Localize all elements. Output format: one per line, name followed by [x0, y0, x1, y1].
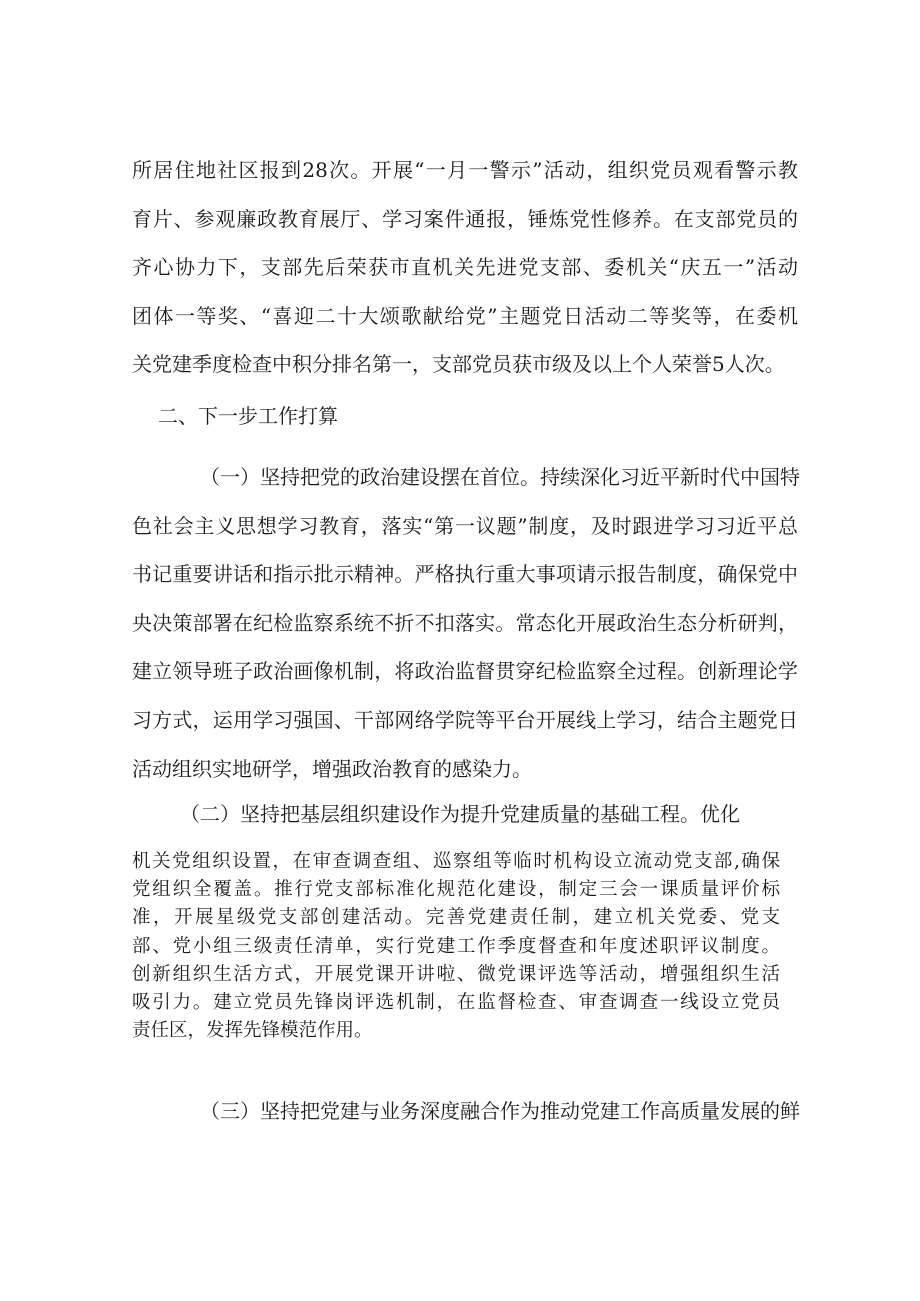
section-title: 二、下一步工作打算 [158, 404, 338, 428]
text-line: （一）坚持把党的政治建设摆在首位。持续深化习近平新时代中国特 [200, 465, 800, 489]
paragraph-achievements [132, 146, 798, 389]
text-line: 书记重要讲话和指示批示精神。严格执行重大事项请示报告制度，确保党中 [132, 562, 798, 587]
text-line: 部、党小组三级责任清单，实行党建工作季度督查和年度述职评议制度。 [132, 935, 780, 957]
text-line: 创新组织生活方式，开展党课开讲啦、微党课评选等活动，增强组织生活 [132, 963, 780, 985]
text-line: 关党建季度检查中积分排名第一，支部党员获市级及以上个人荣誉5人次。 [132, 352, 785, 377]
paragraph-integration-first-line [200, 1097, 866, 1125]
text-line: 色社会主义思想学习教育，落实“第一议题”制度，及时跟进学习习近平总 [132, 513, 798, 538]
text-line: 习方式，运用学习强国、干部网络学院等平台开展线上学习，结合主题党日 [132, 707, 798, 732]
paragraph-political-building [132, 453, 798, 793]
text-line: 准，开展星级党支部创建活动。完善党建责任制，建立机关党委、党支 [132, 907, 780, 929]
text-line: 央决策部署在纪检监察系统不折不扣落实。常态化开展政治生态分析研判， [132, 610, 798, 635]
paragraph-organization [132, 848, 780, 1045]
text-line: 所居住地社区报到28次。开展“一月一警示”活动，组织党员观看警示教 [132, 158, 798, 182]
text-line: （二）坚持把基层组织建设作为提升党建质量的基础工程。优化 [180, 802, 740, 826]
section-heading [158, 402, 824, 430]
paragraph-organization-first-line [180, 800, 846, 828]
text-line: 机关党组织设置，在审查调查组、巡察组等临时机构设立流动党支部,确保 [132, 851, 780, 872]
text-line: 建立领导班子政治画像机制，将政治监督贯穿纪检监察全过程。创新理论学 [132, 659, 798, 684]
text-line: 齐心协力下，支部先后荣获市直机关先进党支部、委机关“庆五一”活动 [132, 255, 798, 280]
text-line: 责任区，发挥先锋模范作用。 [132, 1020, 373, 1042]
text-line: 团体一等奖、“喜迎二十大颂歌献给党”主题党日活动二等奖等，在委机 [132, 303, 798, 328]
text-line: 党组织全覆盖。推行党支部标准化规范化建设，制定三会一课质量评价标 [132, 879, 780, 901]
text-line: 吸引力。建立党员先锋岗评选机制，在监督检查、审查调查一线设立党员 [132, 992, 780, 1014]
text-line: 活动组织实地研学，增强政治教育的感染力。 [132, 756, 532, 781]
text-line: （三）坚持把党建与业务深度融合作为推动党建工作高质量发展的鲜 [200, 1099, 800, 1123]
text-line: 育片、参观廉政教育展厅、学习案件通报，锤炼党性修养。在支部党员的 [132, 206, 798, 231]
